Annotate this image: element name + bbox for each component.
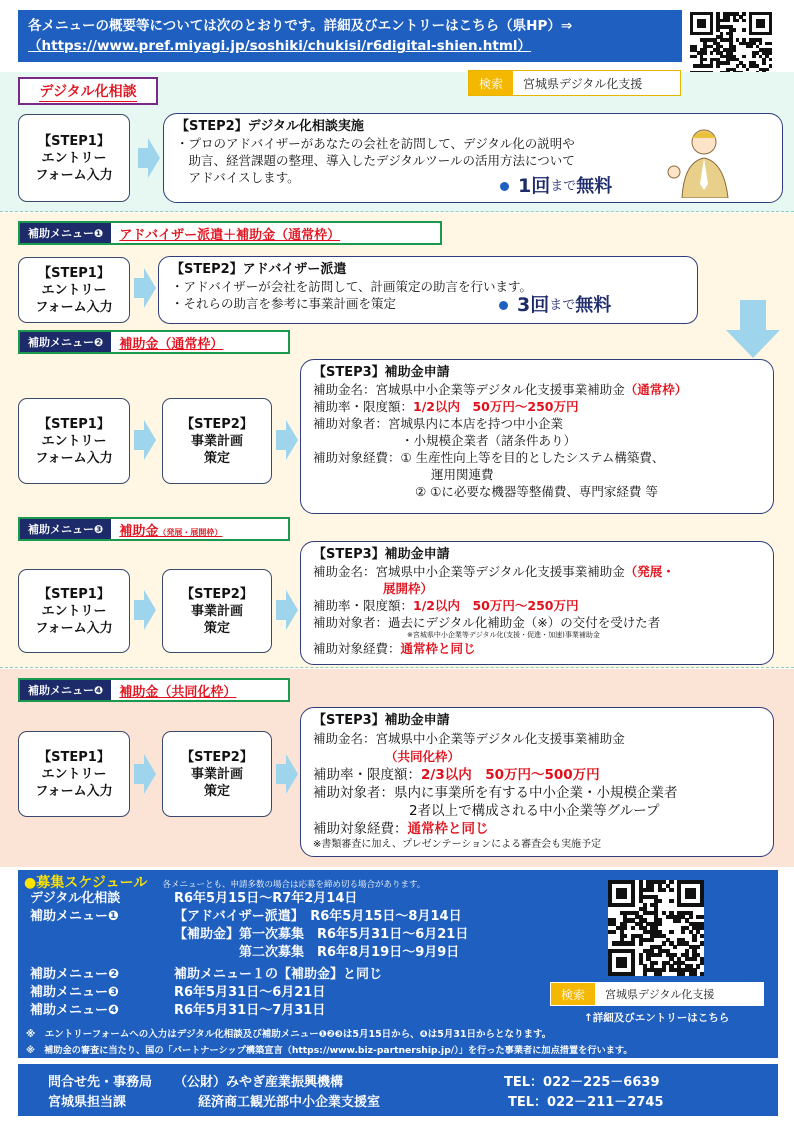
schedule-title: ●募集スケジュール: [24, 875, 148, 891]
step-label: 策定: [203, 450, 230, 466]
qr-module: [736, 19, 740, 23]
menu2-rate-label: 補助率・限度額：: [313, 399, 414, 414]
menu3-step2: [162, 569, 272, 653]
qr-module: [769, 42, 773, 46]
step-label: フォーム入力: [35, 167, 113, 183]
contact-panel: [18, 1064, 778, 1116]
schedule-date: 【アドバイザー派遣】 R6年5月15日～8月14日: [174, 909, 462, 924]
step-label: 【STEP2】: [181, 749, 253, 765]
menu2-step3: [300, 359, 774, 514]
menu2-name-text: 補助金名：宮城県中小企業等デジタル化支援事業補助金: [313, 382, 625, 397]
menu2-cost: ② ①に必要な機器等整備費、専門家経費 等: [415, 484, 658, 499]
consult-title: [18, 77, 158, 105]
menu2-title: 補助金（通常枠）: [119, 336, 224, 352]
contact-row: [48, 1091, 664, 1110]
qr-module: [749, 45, 753, 49]
menu3-note: ※宮城県中小企業等デジタル化(支援・促進・加速)事業補助金: [407, 631, 600, 639]
qr-module: [762, 61, 766, 65]
qr-module: [623, 934, 627, 938]
schedule-row: [30, 890, 590, 908]
menu4-target: 2者以上で構成される中小企業等グループ: [409, 803, 660, 819]
step-label: エントリー: [41, 603, 107, 619]
qr-module: [700, 934, 704, 938]
step-label: フォーム入力: [35, 620, 113, 636]
qr-caption: ↑詳細及びエントリーはこちら: [584, 1012, 730, 1024]
arrow-right-icon: [134, 268, 156, 308]
qr-module: [643, 972, 647, 976]
schedule-rows: [30, 890, 590, 1020]
qr-module: [693, 55, 697, 59]
menu3-label: [18, 517, 290, 541]
qr-module: [669, 899, 673, 903]
qr-module: [623, 926, 627, 930]
qr-module: [692, 957, 696, 961]
qr-module: [703, 51, 707, 55]
qr-module: [612, 930, 616, 934]
qr-module: [658, 922, 662, 926]
qr-module: [658, 972, 662, 976]
menu2-step3-title: 【STEP3】補助金申請: [313, 365, 450, 380]
qr-module: [639, 941, 643, 945]
qr-module: [765, 68, 769, 72]
menu3-cost: [313, 640, 761, 657]
menu4-step3-title: 【STEP3】補助金申請: [313, 713, 450, 728]
menu1-suffix: まで: [549, 298, 576, 313]
bullet-dot-icon: [500, 182, 509, 191]
qr-module: [742, 28, 746, 32]
step-label: 策定: [203, 620, 230, 636]
bullet-dot-icon: [499, 301, 508, 310]
search-key: 検索: [469, 71, 513, 95]
menu2-rate: [313, 398, 761, 415]
menu4-name-tag: （共同化枠）: [385, 749, 461, 764]
qr-module: [692, 972, 696, 976]
schedule-note1: ※ エントリーフォームへの入力はデジタル化相談及び補助メニュー❶❷❸は5月15日から、❹は5月31日からとなります。: [26, 1029, 552, 1040]
menu3-title-small: （発展・展開枠）: [158, 527, 223, 537]
menu3-title: [111, 520, 230, 539]
contact-row: [48, 1071, 660, 1090]
qr-module: [673, 945, 677, 949]
arrow-right-icon: [134, 420, 156, 460]
consult-step2: [163, 113, 783, 203]
qr-module: [726, 19, 730, 23]
menu1-free: [499, 294, 612, 316]
menu2-label: [18, 330, 290, 354]
menu3-name: [313, 563, 761, 580]
menu2-cost: 運用関連費: [431, 467, 494, 482]
menu1-count: 3回: [517, 294, 550, 316]
schedule-row: [30, 926, 590, 944]
search-box-top[interactable]: [468, 70, 681, 96]
schedule-item: 補助メニュー❸: [30, 985, 120, 1000]
schedule-row: [30, 984, 590, 1002]
menu3-cost-label: 補助対象経費：: [313, 641, 401, 656]
consult-body-line: アドバイスします。: [176, 170, 300, 185]
step-label: 【STEP1】: [38, 586, 110, 602]
header-url[interactable]: （https://www.pref.miyagi.jp/soshiki/chukisi/r6digital-shien.html）: [28, 38, 532, 54]
qr-module: [658, 899, 662, 903]
qr-module: [650, 888, 654, 892]
menu1-body-line: ・アドバイザーが会社を訪問して、計画策定の助言を行います。: [171, 279, 533, 294]
qr-module: [726, 61, 730, 65]
schedule-row: [30, 908, 590, 926]
arrow-right-icon: [134, 590, 156, 630]
qr-module: [681, 972, 685, 976]
qr-module: [769, 51, 773, 55]
contact-tel[interactable]: TEL：022－225－6639: [504, 1075, 660, 1090]
menu3-title-text: 補助金: [119, 523, 159, 539]
schedule-header: [24, 872, 425, 892]
qr-module: [681, 930, 685, 934]
search-value: 宮城県デジタル化支援: [523, 76, 643, 91]
menu4-target: 補助対象者：県内に事業所を有する中小企業・小規模企業者: [313, 785, 678, 801]
menu1-title: アドバイザー派遣＋補助金（通常枠）: [119, 227, 341, 243]
menu4-cost-label: 補助対象経費：: [313, 821, 408, 837]
qr-module: [769, 58, 773, 62]
qr-module: [689, 915, 693, 919]
qr-module: [685, 888, 697, 900]
menu3-tag: 補助メニュー❸: [20, 519, 111, 539]
step-label: 【STEP1】: [38, 749, 110, 765]
menu1-free-text: 無料: [575, 295, 612, 316]
schedule-date: R6年5月31日～6月21日: [174, 985, 326, 1000]
schedule-item: [30, 926, 174, 944]
consult-count: 1回: [518, 175, 551, 197]
qr-module: [700, 915, 704, 919]
qr-module: [677, 918, 681, 922]
qr-module: [669, 888, 673, 892]
step-label: フォーム入力: [35, 783, 113, 799]
menu2-cost: 補助対象経費：① 生産性向上等を目的としたシステム構築費、: [313, 450, 665, 465]
menu4-cost-value: 通常枠と同じ: [407, 821, 489, 837]
step-label: 事業計画: [190, 433, 243, 449]
step-label: フォーム入力: [35, 450, 113, 466]
step-label: エントリー: [41, 766, 107, 782]
step-label: 【STEP1】: [38, 133, 110, 149]
qr-module: [616, 888, 628, 900]
qr-module: [697, 19, 707, 29]
menu4-title: 補助金（共同化枠）: [119, 684, 237, 700]
schedule-date: 補助メニュー１の【補助金】と同じ: [174, 967, 383, 982]
schedule-row: [30, 944, 590, 962]
step-label: 【STEP1】: [38, 416, 110, 432]
schedule-item: 補助メニュー❹: [30, 1003, 120, 1018]
qr-module: [742, 55, 746, 59]
menu4-rate: [313, 766, 761, 784]
menu4-note: ※書類審査に加え、プレゼンテーションによる審査会も実施予定: [313, 839, 602, 850]
menu3-cost-value: 通常枠と同じ: [400, 641, 476, 656]
contact-org: 経済商工観光部中小企業支援室: [198, 1095, 381, 1110]
menu2-step2: [162, 398, 272, 484]
menu3-name-tag: （発展・: [624, 564, 675, 579]
menu2-rate-value: 1/2以内 50万円～250万円: [413, 399, 579, 414]
consult-step2-title: 【STEP2】デジタル化相談実施: [176, 119, 364, 134]
qr-module: [662, 888, 666, 892]
menu3-name-text: 補助金名：宮城県中小企業等デジタル化支援事業補助金: [313, 564, 625, 579]
qr-module: [716, 64, 720, 68]
qr-module: [742, 19, 746, 23]
menu4-rate-value: 2/3以内 50万円～500万円: [421, 767, 600, 783]
menu4-label: [18, 678, 290, 702]
step-label: フォーム入力: [35, 299, 113, 315]
qr-module: [759, 42, 763, 46]
schedule-row: [30, 966, 590, 984]
consult-free-text: 無料: [576, 176, 613, 197]
menu4-name: 補助金名：宮城県中小企業等デジタル化支援事業補助金: [313, 731, 625, 746]
menu3-rate: [313, 597, 761, 614]
search-box-bottom[interactable]: [550, 982, 764, 1006]
qr-module: [658, 953, 662, 957]
arrow-right-icon: [138, 138, 160, 178]
menu2-name: [313, 381, 761, 398]
qr-module: [710, 51, 714, 55]
step-label: 【STEP2】: [181, 586, 253, 602]
consult-body-line: ・プロのアドバイザーがあなたの会社を訪問して、デジタル化の説明や: [176, 136, 575, 151]
schedule-title-note: 各メニューとも、申請多数の場合は応募を締め切る場合があります。: [162, 880, 426, 890]
qr-module: [669, 930, 673, 934]
search-key: 検索: [551, 983, 595, 1005]
qr-module: [696, 945, 700, 949]
arrow-right-icon: [276, 420, 298, 460]
qr-module: [631, 941, 635, 945]
qr-module: [703, 58, 707, 62]
step-label: エントリー: [41, 433, 107, 449]
step-label: 【STEP2】: [181, 416, 253, 432]
menu4-cost: [313, 820, 761, 838]
step-label: エントリー: [41, 282, 107, 298]
search-value: 宮城県デジタル化支援: [605, 988, 715, 1001]
menu2-name-tag: （通常枠）: [624, 382, 688, 397]
qr-module: [654, 961, 658, 965]
consult-free: [500, 175, 613, 197]
qr-module: [710, 64, 714, 68]
qr-module: [616, 957, 628, 969]
menu4-step1: [18, 731, 130, 817]
schedule-item: [30, 944, 174, 962]
schedule-date: R6年5月15日～R7年2月14日: [174, 891, 358, 906]
schedule-note2: ※ 補助金の審査に当たり、国の「パートナーシップ構築宣言（https://www.biz-partnership.jp/）」を行った事業者に加点措置を行います。: [26, 1045, 633, 1056]
qr-module: [733, 48, 737, 52]
schedule-item: 補助メニュー❷: [30, 967, 120, 982]
advisor-illustration-icon: [664, 124, 736, 198]
menu2-step1: [18, 398, 130, 484]
qr-code-bottom[interactable]: [608, 880, 704, 976]
contact-label: 問合せ先・事務局: [48, 1075, 153, 1090]
header-banner: [18, 10, 682, 62]
step-label: エントリー: [41, 150, 107, 166]
qr-module: [700, 926, 704, 930]
qr-module: [733, 28, 737, 32]
consult-title-text: デジタル化相談: [39, 81, 136, 102]
qr-module: [746, 68, 750, 72]
menu3-step3-title: 【STEP3】補助金申請: [313, 547, 450, 562]
menu1-body-line: ・それらの助言を参考に事業計画を策定: [171, 296, 397, 311]
menu2-tag: 補助メニュー❷: [20, 332, 111, 352]
menu3-step3: [300, 541, 774, 665]
qr-module: [669, 880, 673, 884]
menu3-step1: [18, 569, 130, 653]
contact-tel[interactable]: TEL：022－211－2745: [508, 1095, 664, 1110]
qr-module: [631, 926, 635, 930]
menu4-step3: [300, 707, 774, 857]
menu1-step1: [18, 257, 130, 323]
menu4-step2: [162, 731, 272, 817]
qr-module: [736, 64, 740, 68]
schedule-date: 【補助金】第一次募集 R6年5月31日～6月21日: [174, 927, 469, 942]
qr-module: [662, 968, 666, 972]
consult-suffix: まで: [550, 179, 577, 194]
menu3-rate-value: 1/2以内 50万円～250万円: [413, 598, 579, 613]
qr-module: [769, 64, 773, 68]
step-label: 【STEP1】: [38, 265, 110, 281]
qr-module: [700, 961, 704, 965]
contact-org: （公財）みやぎ産業振興機構: [174, 1075, 344, 1090]
menu1-step2-title: 【STEP2】アドバイザー派遣: [171, 262, 347, 277]
menu2-target: ・小規模企業者（諸条件あり）: [401, 433, 577, 448]
menu3-target: 補助対象者：過去にデジタル化補助金（※）の交付を受けた者: [313, 615, 661, 630]
menu1-tag: 補助メニュー❶: [20, 223, 111, 243]
step-label: 事業計画: [190, 766, 243, 782]
menu3-name-tag2: 展開枠）: [383, 581, 434, 596]
qr-module: [700, 972, 704, 976]
consult-body-line: 助言、経営課題の整理、導入したデジタルツールの活用方法について: [176, 153, 575, 168]
qr-module: [752, 55, 756, 59]
arrow-right-icon: [276, 754, 298, 794]
menu1-step2: [158, 256, 698, 324]
qr-module: [650, 938, 654, 942]
arrow-down-icon: [726, 300, 782, 360]
arrow-right-icon: [276, 590, 298, 630]
menu4-tag: 補助メニュー❹: [20, 680, 111, 700]
qr-module: [692, 938, 696, 942]
qr-module: [700, 941, 704, 945]
contact-label: 宮城県担当課: [48, 1095, 127, 1110]
schedule-row: [30, 1002, 590, 1020]
header-line1: 各メニューの概要等については次のとおりです。詳細及びエントリーはこちら（県HP）⇒: [28, 18, 573, 34]
schedule-item: 補助メニュー❶: [30, 909, 120, 924]
step-label: 事業計画: [190, 603, 243, 619]
consult-step1: [18, 114, 130, 202]
step-label: 策定: [203, 783, 230, 799]
schedule-date: 第二次募集 R6年8月19日～9月9日: [174, 945, 460, 960]
qr-module: [662, 941, 666, 945]
qr-module: [756, 19, 766, 29]
qr-module: [696, 964, 700, 968]
qr-module: [742, 12, 746, 16]
menu3-rate-label: 補助率・限度額：: [313, 598, 414, 613]
menu1-label: [18, 221, 442, 245]
schedule-item: デジタル化相談: [30, 891, 121, 906]
menu4-rate-label: 補助率・限度額：: [313, 767, 421, 783]
arrow-right-icon: [134, 754, 156, 794]
menu2-target: 補助対象者：宮城県内に本店を持つ中小企業: [313, 416, 564, 431]
schedule-date: R6年5月31日～7月31日: [174, 1003, 326, 1018]
